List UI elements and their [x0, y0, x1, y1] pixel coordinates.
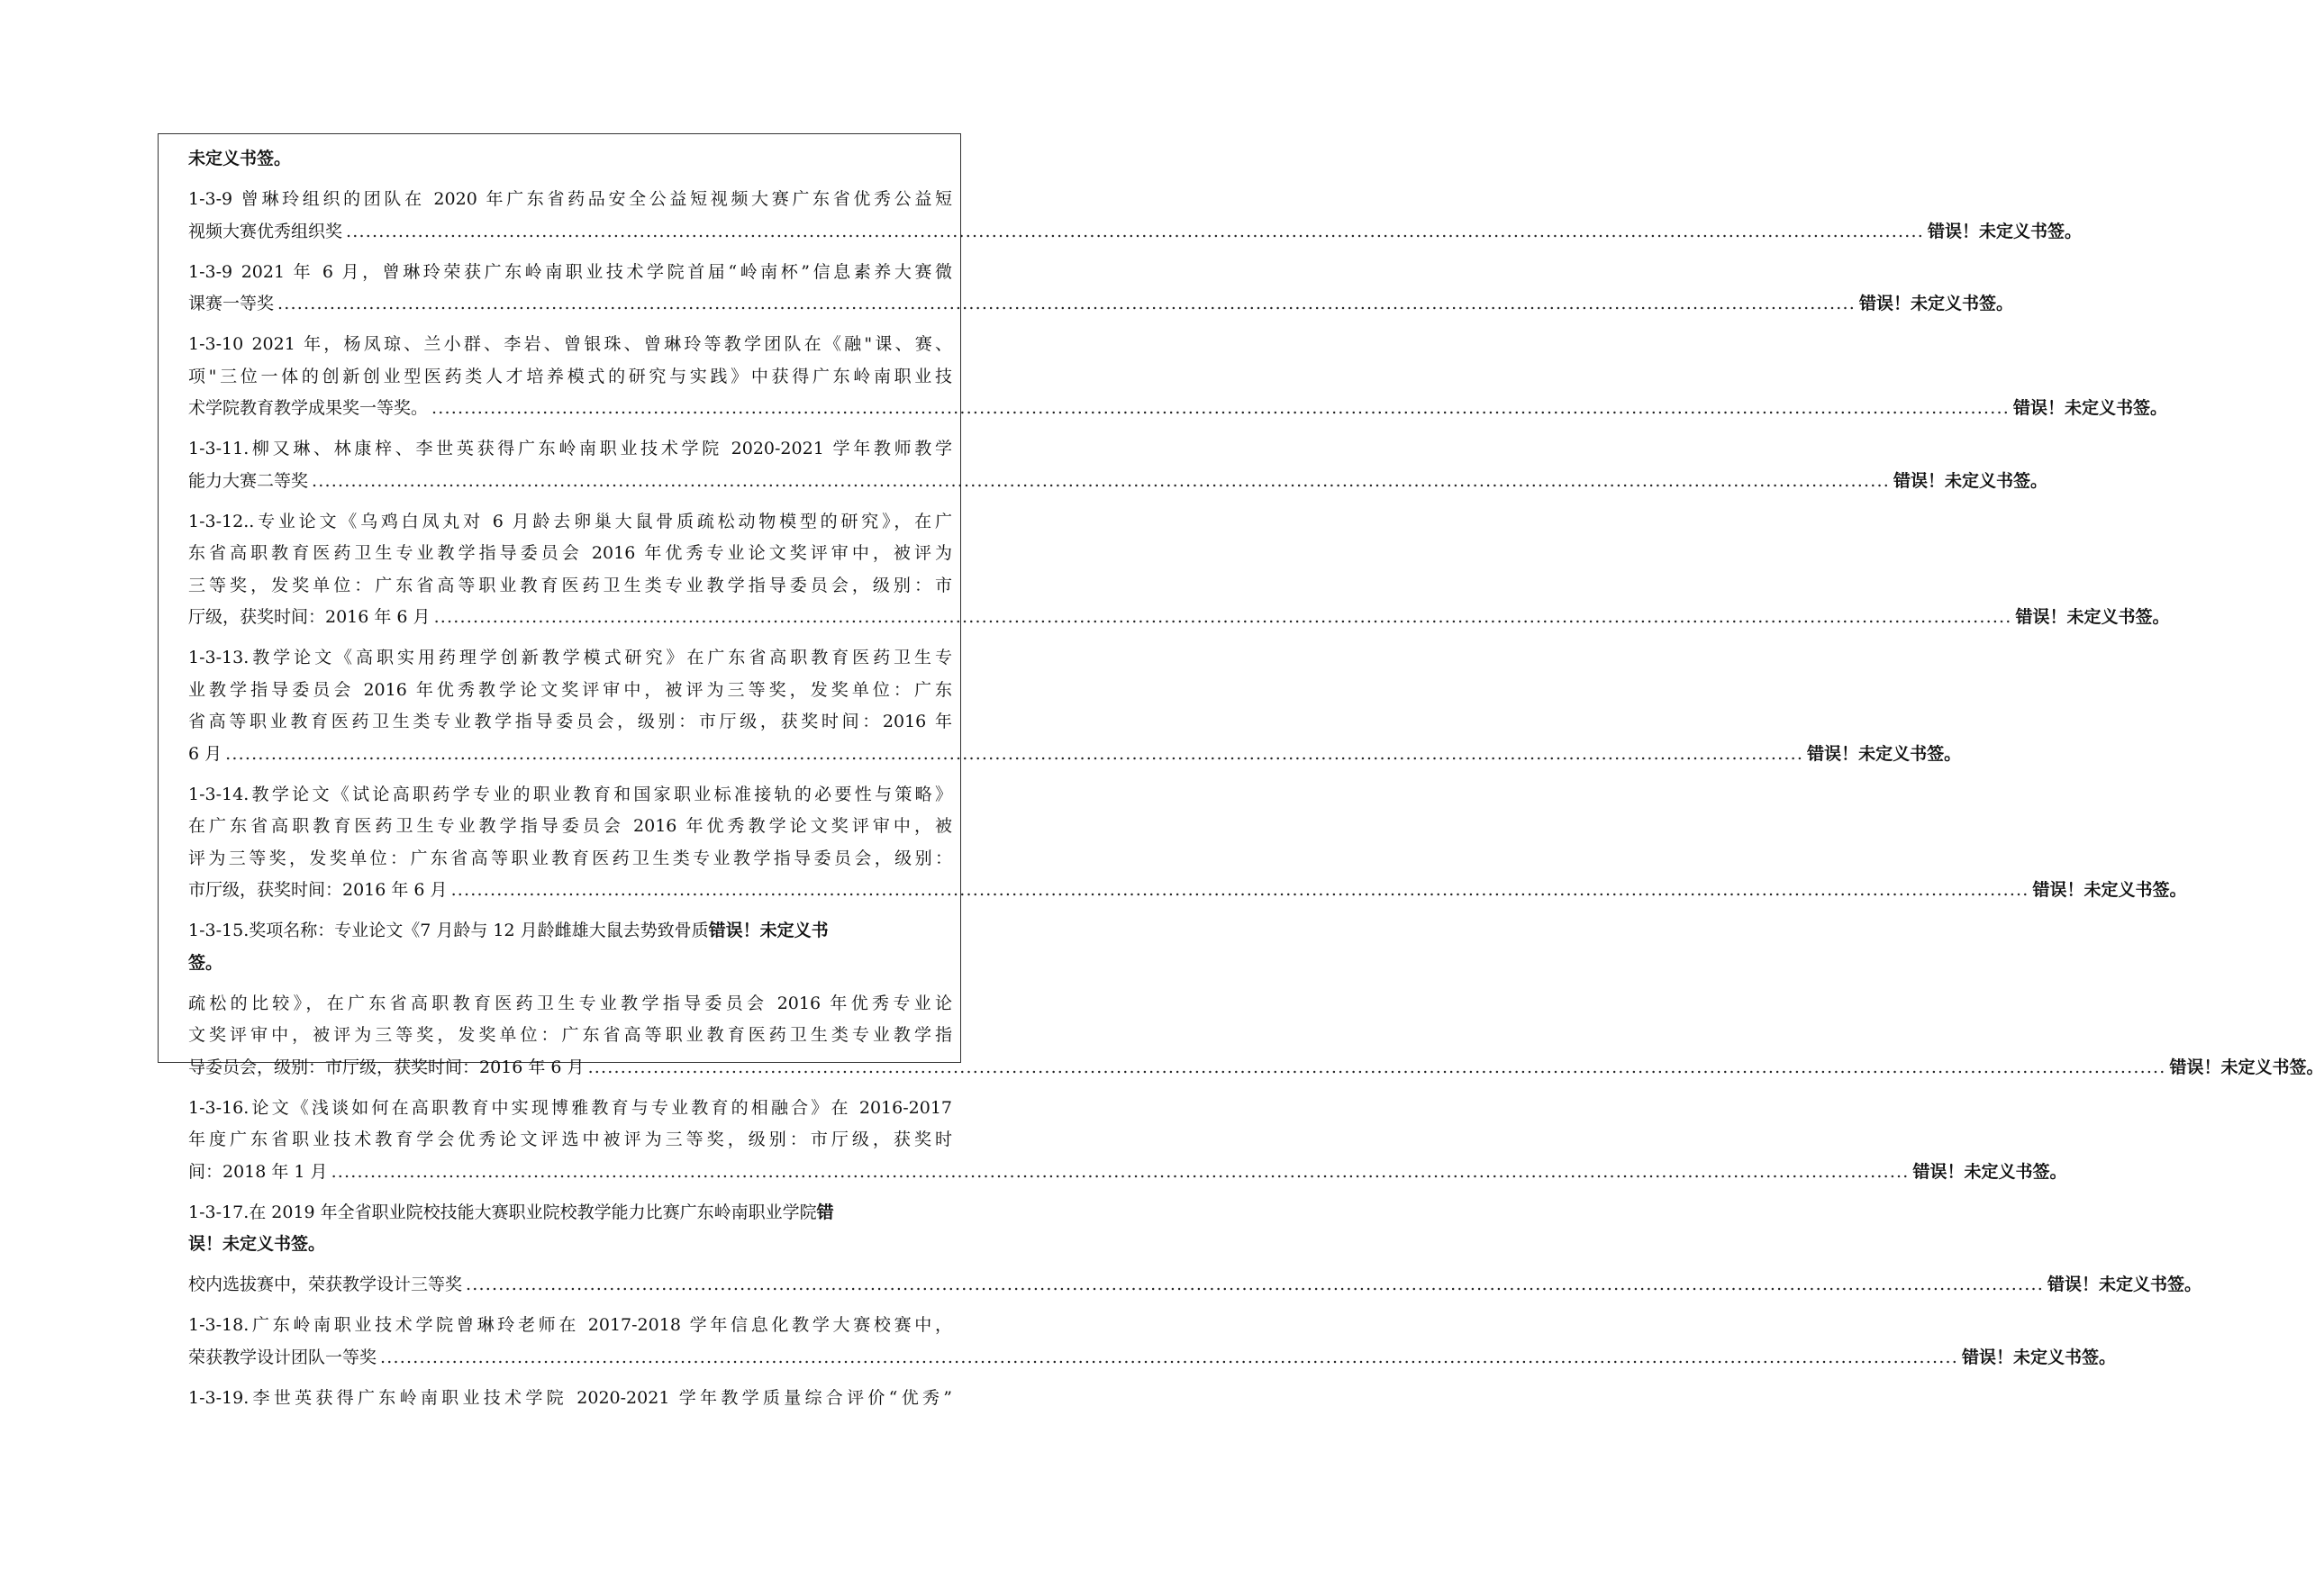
document-body	[188, 143, 2324, 1423]
entry-line: 1-3-9 2021 年 6 月，曾琳玲荣获广东岭南职业技术学院首届“岭南杯”信息素养大赛微	[188, 261, 952, 282]
entry-line: 东省高职教育医药卫生专业教学指导委员会 2016 年优秀专业论文奖评审中，被评为	[188, 543, 952, 563]
entry-line: 1-3-14.教学论文《试论高职药学专业的职业教育和国家职业标准接轨的必要性与策略》	[188, 784, 952, 804]
error-bookmark-text: 错误！未定义书签。	[1928, 221, 2083, 241]
error-bookmark-text: 错误！未定义书签。	[1807, 743, 1962, 764]
entry-line: 1-3-13.教学论文《高职实用药理学创新教学模式研究》在广东省高职教育医药卫生专	[188, 648, 952, 667]
leader-dots	[434, 602, 2012, 634]
error-bookmark-text: 未定义书签。	[188, 149, 292, 168]
entry-last-line: 导委员会，级别：市厅级，获奖时间：2016 年 6 月 ..... 错误！未定义书签。	[188, 1052, 952, 1084]
list-item	[188, 329, 2168, 425]
leader-dots	[588, 1052, 2166, 1084]
entry-line: 年度广东省职业技术教育学会优秀论文评选中被评为三等奖，级别：市厅级，获奖时	[188, 1130, 952, 1149]
entry-last-line: 能力大赛二等奖 ..... 错误！未定义书签。	[188, 466, 952, 498]
error-bookmark-text: 错误！未定义书签。	[1893, 470, 2048, 491]
list-item	[188, 1269, 2202, 1302]
list-item	[188, 915, 952, 979]
entry-line: 三等奖，发奖单位：广东省高等职业教育医药卫生类专业教学指导委员会，级别：市	[188, 575, 952, 595]
list-item	[188, 779, 2187, 907]
error-bookmark-text: 错误！未定义书签。	[1859, 294, 2014, 313]
error-bookmark-text: 错误！未定义书签。	[2015, 607, 2170, 627]
leader-dots	[451, 875, 2029, 907]
entry-line: 1-3-17.在 2019 年全省职业院校技能大赛职业院校教学能力比赛广东岭南职业学院错	[188, 1202, 834, 1222]
top-fragment	[188, 143, 952, 176]
error-bookmark-text: 错误！未定义书签。	[2013, 398, 2168, 418]
list-item	[188, 184, 2083, 248]
list-item	[188, 433, 2048, 497]
error-bookmark-text: 错误！未定义书签。	[2032, 880, 2187, 900]
error-bookmark-text: 误！未定义书签。	[188, 1234, 326, 1254]
error-bookmark-text: 签。	[188, 952, 223, 973]
entry-last-line: 课赛一等奖 ..... 错误！未定义书签。	[188, 288, 952, 321]
list-item	[188, 642, 1962, 770]
entry-line: 1-3-11.柳又琳、林康梓、李世英获得广东岭南职业技术学院 2020-2021 学年教师教学	[188, 439, 952, 458]
entry-last-line: 间：2018 年 1 月 ..... 错误！未定义书签。	[188, 1157, 952, 1189]
leader-dots	[277, 288, 1856, 321]
entry-line: 业教学指导委员会 2016 年优秀教学论文奖评审中，被评为三等奖，发奖单位：广东	[188, 679, 952, 700]
entry-last-line: 视频大赛优秀组织奖 ..... 错误！未定义书签。	[188, 216, 952, 249]
entry-line: 1-3-19.李世英获得广东岭南职业技术学院 2020-2021 学年教学质量综合评价“优秀”	[188, 1387, 952, 1408]
entry-line: 文奖评审中，被评为三等奖，发奖单位：广东省高等职业教育医药卫生类专业教学指	[188, 1025, 952, 1045]
entry-line: 1-3-10 2021 年，杨凤琼、兰小群、李岩、曾银珠、曾琳玲等教学团队在《融"课、赛、	[188, 334, 952, 354]
error-bookmark-text: 错误！未定义书签。	[1962, 1347, 2117, 1367]
error-bookmark-text: 错误！未定义书签。	[2047, 1275, 2202, 1294]
entry-line: 疏松的比较》，在广东省高职教育医药卫生专业教学指导委员会 2016 年优秀专业论	[188, 993, 952, 1013]
list-item	[188, 1310, 2117, 1374]
list-item	[188, 257, 2014, 321]
entry-line: 评为三等奖，发奖单位：广东省高等职业教育医药卫生类专业教学指导委员会，级别：	[188, 848, 952, 868]
leader-dots	[331, 1157, 1910, 1189]
entry-last-line: 校内选拔赛中，荣获教学设计三等奖 ..... 错误！未定义书签。	[188, 1269, 952, 1302]
error-bookmark-text: 错	[816, 1202, 834, 1222]
entry-line: 1-3-12..专业论文《乌鸡白凤丸对 6 月龄去卵巢大鼠骨质疏松动物模型的研究》，在广	[188, 511, 952, 531]
leader-dots	[346, 216, 1924, 249]
list-item	[188, 1383, 952, 1415]
table-cell-frame	[158, 133, 2324, 1408]
leader-dots	[225, 739, 1803, 771]
entry-line: 1-3-9 曾琳玲组织的团队在 2020 年广东省药品安全公益短视频大赛广东省优秀公益短	[188, 189, 952, 209]
error-bookmark-text: 错误！未定义书签。	[1912, 1161, 2067, 1182]
error-bookmark-text: 错误！未定义书	[708, 921, 829, 940]
entry-last-line: 市厅级，获奖时间：2016 年 6 月 ..... 错误！未定义书签。	[188, 875, 952, 907]
leader-dots	[312, 466, 1890, 498]
entry-line: 项"三位一体的创新创业型医药类人才培养模式的研究与实践》中获得广东岭南职业技	[188, 366, 952, 386]
leader-dots	[466, 1269, 2044, 1302]
entry-line: 在广东省高职教育医药卫生专业教学指导委员会 2016 年优秀教学论文奖评审中，被	[188, 816, 952, 836]
leader-dots	[431, 393, 2010, 425]
list-item	[188, 988, 2324, 1084]
entry-line: 1-3-16.论文《浅谈如何在高职教育中实现博雅教育与专业教育的相融合》在 2016-2017	[188, 1097, 952, 1118]
error-bookmark-text: 错误！未定义书签。	[2169, 1057, 2324, 1077]
entry-last-line: 荣获教学设计团队一等奖 ..... 错误！未定义书签。	[188, 1342, 952, 1375]
entry-last-line: 厅级，获奖时间：2016 年 6 月 ..... 错误！未定义书签。	[188, 602, 952, 634]
entry-last-line: 6 月 ..... 错误！未定义书签。	[188, 739, 952, 771]
entry-line: 省高等职业教育医药卫生类专业教学指导委员会，级别：市厅级，获奖时间：2016 年	[188, 712, 952, 731]
entry-last-line: 术学院教育教学成果奖一等奖。 ..... 错误！未定义书签。	[188, 393, 952, 425]
list-item	[188, 1197, 952, 1261]
entry-line: 1-3-15.奖项名称：专业论文《7 月龄与 12 月龄雌雄大鼠去势致骨质错误！未定义书	[188, 921, 829, 940]
list-item	[188, 1093, 2067, 1189]
entry-line: 1-3-18.广东岭南职业技术学院曾琳玲老师在 2017-2018 学年信息化教学大赛校赛中，	[188, 1315, 952, 1335]
leader-dots	[380, 1342, 1958, 1375]
list-item	[188, 506, 2170, 634]
